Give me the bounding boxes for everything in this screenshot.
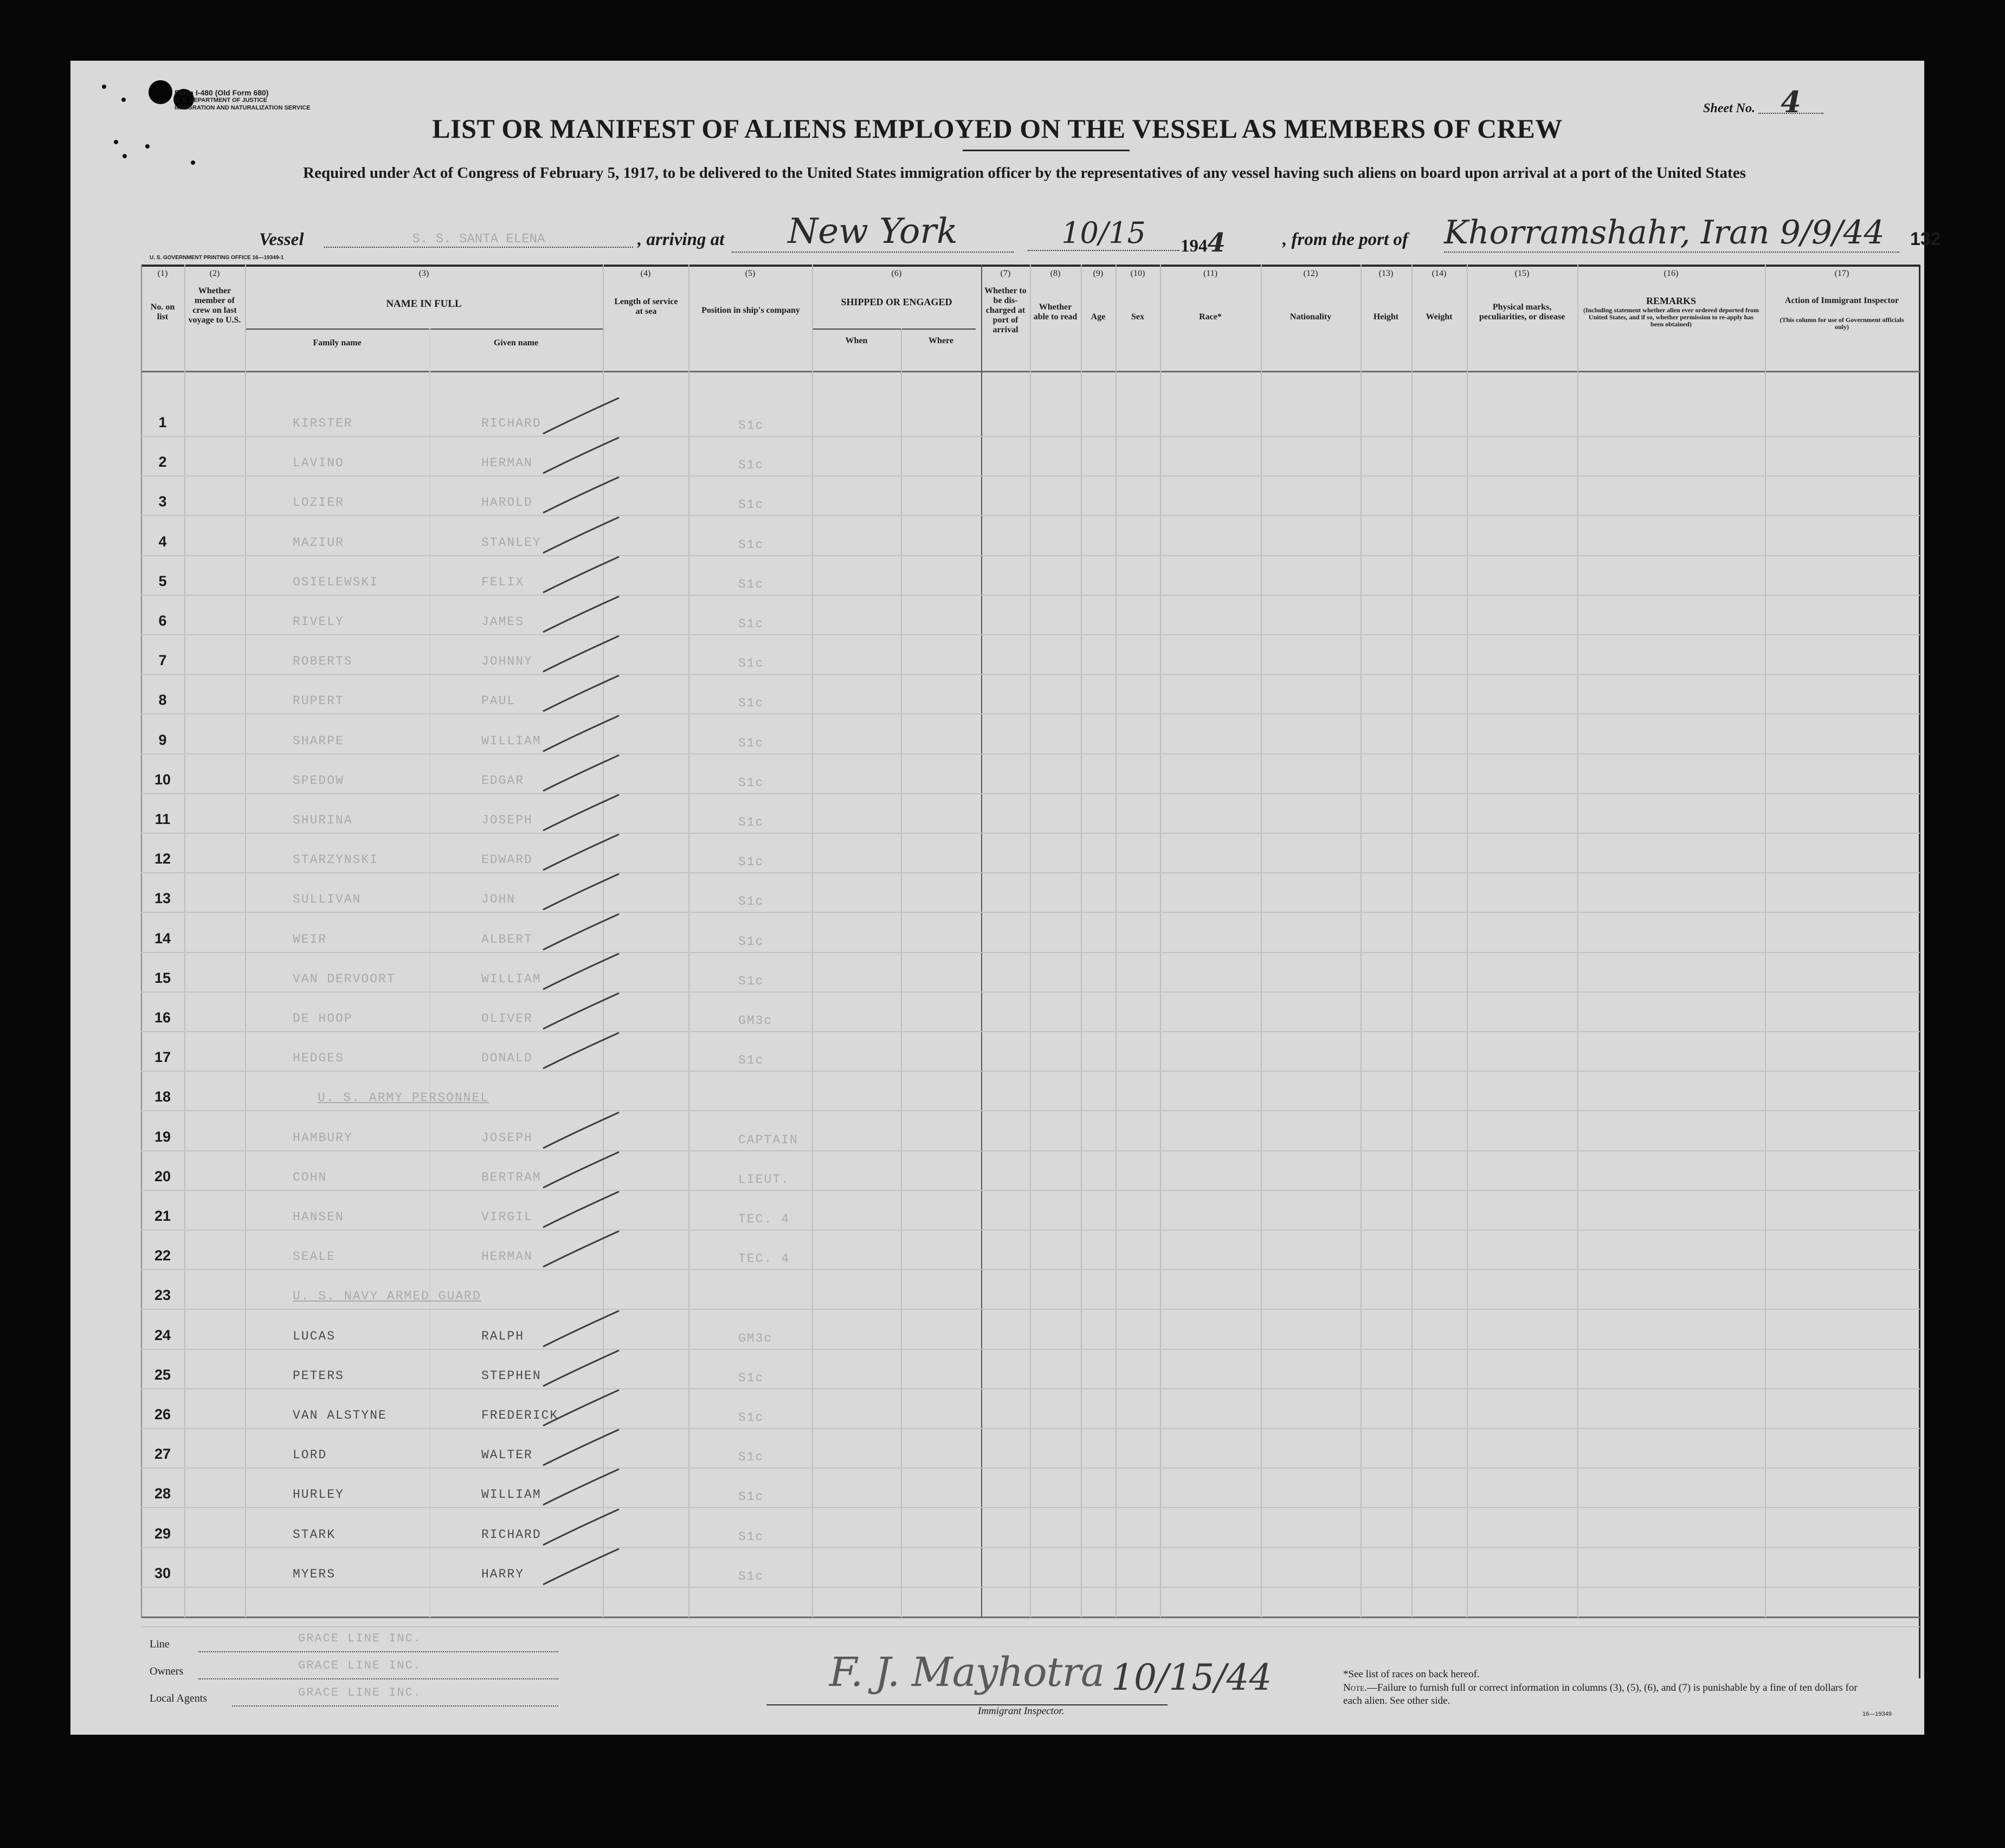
check-mark [543,874,619,910]
header-family-name: Family name [313,338,362,347]
position: TEC. 4 [738,1252,790,1266]
position: S1c [738,1530,764,1544]
given-name: WILLIAM [481,734,541,748]
family-name: PETERS [293,1369,344,1383]
family-name: STARK [293,1528,336,1542]
given-name: JOHN [481,892,516,906]
row-number: 12 [154,851,171,867]
inspector-signature: F. J. Mayhotra [829,1649,1104,1696]
position: S1c [738,776,764,790]
check-mark [543,675,619,711]
column-number: (11) [1203,269,1218,278]
given-name: WILLIAM [481,972,541,986]
given-name: VIRGIL [481,1210,533,1224]
position: S1c [738,696,764,710]
given-name: STANLEY [481,536,541,550]
column-number: (3) [418,269,429,278]
footer-owners-row [150,1665,183,1678]
column-number: (14) [1432,269,1447,278]
stamp-number: 132 [1910,229,1941,249]
header-height: Height [1373,312,1399,321]
given-name: OLIVER [481,1012,533,1026]
header-sex: Sex [1131,312,1144,321]
check-mark [543,1152,619,1188]
row-number: 11 [154,811,171,827]
note-text: —Failure to furnish full or correct information in columns (3), (5), (6), and (7) is punishable by a fine of ten dollars for each alien. See other side. [1343,1682,1858,1707]
inspector-date: 10/15/44 [1111,1657,1272,1698]
position: S1c [738,1450,764,1464]
row-number: 28 [154,1485,171,1502]
row-number: 1 [158,414,167,430]
given-name: EDWARD [481,853,533,867]
check-mark [543,1549,619,1585]
position: S1c [738,894,764,909]
header-action: Action of Immigrant Inspector [1784,296,1899,305]
check-mark [543,1430,619,1465]
family-name: VAN ALSTYNE [293,1408,387,1422]
owners-value: GRACE LINE INC. [298,1659,422,1672]
line-label: Line [150,1638,170,1650]
check-mark [543,755,619,791]
position: GM3c [738,1331,773,1345]
check-mark [543,914,619,950]
position: CAPTAIN [738,1133,798,1147]
row-number: 6 [158,613,167,629]
column-number: (1) [157,269,168,278]
row-number: 24 [154,1327,171,1343]
position: S1c [738,1411,764,1425]
given-name: HERMAN [481,1250,533,1264]
check-marks [70,61,1924,1735]
given-name: RICHARD [481,416,541,430]
row-number: 23 [154,1287,171,1303]
arrival-date: 10/15 [1028,216,1179,251]
position: S1c [738,935,764,949]
header-where: Where [929,336,953,345]
sheet-number: Sheet No. 4 [1703,91,1823,116]
family-name: HAMBURY [293,1131,353,1145]
given-name: HERMAN [481,456,533,470]
note-label: Note. [1343,1682,1367,1694]
position: LIEUT. [738,1173,790,1187]
check-mark [543,1469,619,1505]
row-number: 5 [158,573,167,589]
header-shipped: SHIPPED OR ENGAGED [841,297,952,307]
family-name: WEIR [293,932,327,946]
owners-field [198,1677,558,1679]
line-field [198,1650,558,1652]
header-name-in-full: NAME IN FULL [386,298,462,310]
arrival-year: 1944 [1181,228,1226,258]
row-number: 22 [154,1247,171,1264]
family-name: MYERS [293,1567,336,1581]
owners-label: Owners [150,1665,184,1677]
check-mark [543,954,619,989]
column-number: (17) [1834,269,1849,278]
from-label: , from the port of [1282,230,1408,249]
check-mark [543,1231,619,1267]
family-name: MAZIUR [293,536,344,550]
row-number: 27 [154,1446,171,1462]
printing-office: U. S. GOVERNMENT PRINTING OFFICE 16—19349-1 [150,255,284,261]
given-name: DONALD [481,1051,533,1065]
family-name: SHURINA [293,813,353,827]
family-name: LOZIER [293,495,344,510]
row-number: 20 [154,1168,171,1184]
family-name: HANSEN [293,1210,344,1224]
check-mark [543,834,619,870]
given-name: JAMES [481,615,525,629]
row-number: 18 [154,1089,171,1105]
departure-port: Khorramshahr, Iran 9/9/44 [1444,214,1899,253]
row-number: 21 [154,1208,171,1224]
family-name: HEDGES [293,1051,344,1065]
header-no-on-list: No. on list [150,302,175,321]
given-name: EDGAR [481,774,525,788]
given-name: WILLIAM [481,1488,541,1502]
position: GM3c [738,1014,773,1028]
header-given-name: Given name [493,338,539,347]
check-mark [543,1033,619,1068]
header-whether-member: Whether member of crew on last voyage to U.S. [188,286,241,325]
column-number: (16) [1664,269,1679,278]
position: S1c [738,1490,764,1504]
given-name: RICHARD [481,1528,541,1542]
column-number: (12) [1303,269,1318,278]
header-physical-marks: Physical marks, peculiarities, or disease [1479,302,1565,321]
family-name: VAN DERVOORT [293,972,396,986]
given-name: JOSEPH [481,1131,533,1145]
given-name: FELIX [481,575,525,589]
family-name: SEALE [293,1250,336,1264]
column-number: (15) [1514,269,1530,278]
family-name: COHN [293,1170,327,1184]
header-position: Position in ship's company [701,306,800,315]
family-name: ROBERTS [293,654,353,668]
given-name: JOSEPH [481,813,533,827]
check-mark [543,437,619,473]
check-mark [543,517,619,553]
given-name: HAROLD [481,495,533,510]
row-number: 29 [154,1525,171,1542]
header-nationality: Nationality [1290,312,1332,321]
check-mark [543,636,619,672]
column-number: (10) [1130,269,1145,278]
header-weight: Weight [1426,312,1453,321]
footer-line-row [150,1638,170,1651]
header-when: When [845,336,868,345]
position: S1c [738,1569,764,1583]
check-mark [543,1390,619,1426]
check-mark [543,716,619,751]
form-code: 16—19349 [1862,1711,1892,1717]
column-number: (9) [1093,269,1104,278]
header-length-of-service: Length of service at sea [614,297,678,316]
family-name: LUCAS [293,1329,336,1343]
family-name: DE HOOP [293,1012,353,1026]
given-name: PAUL [481,694,516,708]
row-number: 8 [158,692,167,708]
row-number: 16 [154,1009,171,1026]
vessel-name: S. S. SANTA ELENA [324,232,633,248]
section-heading: U. S. ARMY PERSONNEL [318,1091,489,1105]
position: TEC. 4 [738,1212,790,1226]
position: S1c [738,1053,764,1067]
family-name: HURLEY [293,1488,344,1502]
given-name: BERTRAM [481,1170,541,1184]
family-name: LAVINO [293,456,344,470]
agents-field [232,1704,558,1707]
row-number: 4 [158,533,167,550]
footer-agents-row [150,1692,207,1705]
row-number: 10 [154,771,171,788]
header-age: Age [1091,312,1106,321]
given-name: HARRY [481,1567,525,1581]
family-name: RUPERT [293,694,344,708]
row-number: 3 [158,493,167,510]
position: S1c [738,617,764,631]
family-name: LORD [293,1448,327,1462]
family-name: KIRSTER [293,416,353,430]
position: S1c [738,538,764,552]
check-mark [543,596,619,632]
row-number: 7 [158,652,167,668]
form-number: Form I-480 (Old Form 680) U. S. DEPARTMENT OF JUSTICE IMMIGRATION AND NATURALIZATION SERVICE [175,88,311,111]
given-name: WALTER [481,1448,533,1462]
column-number: (13) [1378,269,1394,278]
column-number: (7) [1000,269,1011,278]
header-remarks-note: (Including statement whether alien ever ordered deported from United States, and if so, whether permission to re-apply has been obtained) [1583,306,1759,328]
section-heading: U. S. NAVY ARMED GUARD [293,1289,481,1303]
inspector-label: Immigrant Inspector. [978,1705,1065,1717]
header-race: Race* [1199,312,1222,321]
check-mark [543,398,619,434]
subtitle: Required under Act of Congress of February 5, 1917, to be delivered to the United States immigration officer by the representatives of any vessel having such aliens on board upon arrival at a port of the United States [303,164,1746,182]
family-name: SHARPE [293,734,344,748]
check-mark [543,1509,619,1545]
position: S1c [738,577,764,591]
check-mark [543,1192,619,1227]
inspector-field [766,1703,1168,1705]
family-name: RIVELY [293,615,344,629]
agents-label: Local Agents [150,1692,208,1704]
family-name: SPEDOW [293,774,344,788]
position: S1c [738,855,764,869]
arriving-label: , arriving at [637,230,725,249]
arrival-port: New York [732,211,1014,253]
row-number: 14 [154,930,171,946]
position: S1c [738,974,764,988]
column-number: (2) [209,269,220,278]
check-mark [543,1311,619,1347]
row-number: 2 [158,454,167,470]
race-note: *See list of races on back hereof. [1343,1669,1480,1680]
given-name: ALBERT [481,932,533,946]
position: S1c [738,1371,764,1385]
header-remarks: REMARKS [1646,295,1696,306]
column-number: (4) [640,269,651,278]
family-name: STARZYNSKI [293,853,379,867]
agents-value: GRACE LINE INC. [298,1686,422,1699]
check-mark [543,557,619,593]
row-number: 15 [154,970,171,986]
family-name: SULLIVAN [293,892,362,906]
check-mark [543,795,619,830]
check-mark [543,1350,619,1386]
given-name: RALPH [481,1329,525,1343]
given-name: STEPHEN [481,1369,541,1383]
position: S1c [738,418,764,433]
column-number: (8) [1050,269,1061,278]
row-number: 17 [154,1049,171,1065]
header-able-to-read: Whether able to read [1033,302,1078,321]
header-discharged: Whether to be dis-charged at port of arrival [984,286,1027,334]
header-action-note: (This column for use of Government officials only) [1780,316,1904,331]
given-name: FREDERICK [481,1408,559,1422]
row-number: 9 [158,732,167,748]
column-number: (5) [745,269,756,278]
check-mark [543,477,619,513]
family-name: OSIELEWSKI [293,575,379,589]
check-mark [543,993,619,1029]
vessel-label: Vessel [259,230,304,249]
position: S1c [738,656,764,671]
row-number: 30 [154,1565,171,1581]
given-name: JOHNNY [481,654,533,668]
page-title: LIST OR MANIFEST OF ALIENS EMPLOYED ON THE VESSEL AS MEMBERS OF CREW [432,113,1563,144]
position: S1c [738,736,764,750]
position: S1c [738,815,764,829]
check-mark [543,1112,619,1148]
position: S1c [738,498,764,512]
row-number: 26 [154,1406,171,1422]
row-number: 25 [154,1367,171,1383]
row-number: 19 [154,1129,171,1145]
column-number: (6) [891,269,902,278]
manifest-sheet [70,61,1941,1735]
position: S1c [738,458,764,472]
line-value: GRACE LINE INC. [298,1632,422,1645]
penalty-note [1343,1682,1864,1708]
row-number: 13 [154,890,171,906]
